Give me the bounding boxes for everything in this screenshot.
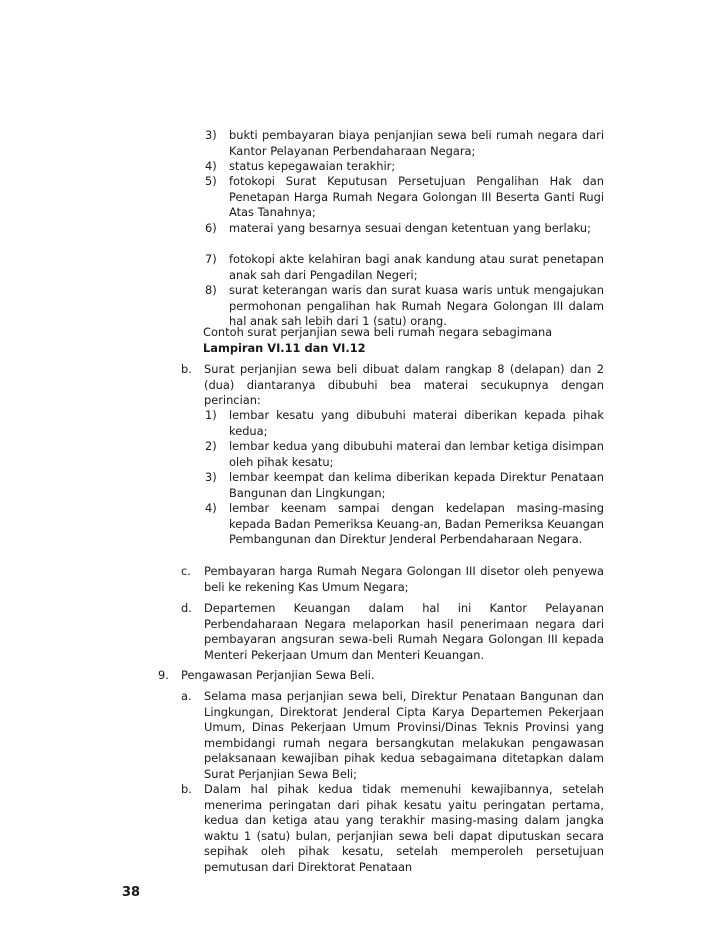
section-heading [158, 668, 604, 684]
item-number: 2) [205, 439, 217, 453]
item-text: lembar keempat dan kelima diberikan kepada Direktur Penataan Bangunan dan Lingkungan; [229, 470, 604, 500]
list-item [205, 470, 604, 501]
item-text: Departemen Keuangan dalam hal ini Kantor Pelayanan Perbendaharaan Negara melaporkan hasil penerimaan negara dari pembayaran angsuran sewa-beli Rumah Negara Golongan III kepada Menteri Pekerjaan Umum dan Menteri Keuangan. [204, 601, 604, 662]
item-text: surat keterangan waris dan surat kuasa waris untuk mengajukan permohonan pengalihan hak Rumah Negara Golongan III dalam hal anak sah lebih dari 1 (satu) orang. [229, 283, 604, 329]
item-number: 4) [205, 501, 217, 515]
list-item [205, 128, 604, 159]
item-text: lembar kedua yang dibubuhi materai dan lembar ketiga disimpan oleh pihak kesatu; [229, 439, 604, 469]
item-number: 7) [205, 252, 217, 266]
list-item [181, 362, 604, 409]
list-item [205, 283, 604, 330]
list-item [205, 501, 604, 548]
item-letter: a. [181, 689, 192, 703]
example-note: Contoh surat perjanjian sewa beli rumah negara sebagimana [203, 325, 553, 339]
item-text: Surat perjanjian sewa beli dibuat dalam rangkap 8 (delapan) dan 2 (dua) diantaranya dibubuhi bea materai secukupnya dengan perincian: [204, 362, 604, 408]
page-number: 38 [122, 885, 141, 900]
list-item [181, 564, 604, 595]
item-text: lembar kesatu yang dibubuhi materai diberikan kepada pihak kedua; [229, 408, 604, 438]
item-number: 4) [205, 159, 217, 173]
item-number: 3) [205, 470, 217, 484]
section-number: 9. [158, 668, 169, 682]
item-letter: d. [181, 601, 192, 615]
list-item [205, 252, 604, 283]
item-letter: b. [181, 782, 192, 796]
item-number: 6) [205, 221, 217, 235]
list-item [181, 601, 604, 663]
item-text: bukti pembayaran biaya penjanjian sewa beli rumah negara dari Kantor Pelayanan Perbendaharaan Negara; [229, 128, 604, 158]
item-number: 3) [205, 128, 217, 142]
item-text: Selama masa perjanjian sewa beli, Direktur Penataan Bangunan dan Lingkungan, Direktorat Jenderal Cipta Karya Departemen Pekerjaan Umum, Dinas Pekerjaan Umum Provinsi/Dinas Teknis Provinsi yang membidangi rumah negara bersangkutan melakukan pengawasan pelaksanaan kewajiban pihak kedua sebagaimana ditetapkan dalam Surat Perjanjian Sewa Beli; [204, 689, 604, 781]
list-item [205, 221, 604, 237]
item-text: fotokopi Surat Keputusan Persetujuan Pengalihan Hak dan Penetapan Harga Rumah Negara Golongan III Beserta Ganti Rugi Atas Tanahnya; [229, 174, 604, 220]
item-text: fotokopi akte kelahiran bagi anak kandung atau surat penetapan anak sah dari Pengadilan Negeri; [229, 252, 604, 282]
item-number: 8) [205, 283, 217, 297]
list-item [205, 439, 604, 470]
item-text: lembar keenam sampai dengan kedelapan masing-masing kepada Badan Pemeriksa Keuang-an, Badan Pemeriksa Keuangan Pembangunan dan Direktur Jenderal Perbendaharaan Negara. [229, 501, 604, 547]
list-item [205, 174, 604, 221]
item-text: Dalam hal pihak kedua tidak memenuhi kewajibannya, setelah menerima peringatan dari pihak kesatu yaitu peringatan pertama, kedua dan ketiga atau yang terakhir masing-masing dalam jangka waktu 1 (satu) bulan, perjanjian sewa beli dapat diputuskan secara sepihak oleh pihak kesatu, setelah memperoleh persetujuan pemutusan dari Direktorat Penataan [204, 782, 604, 874]
section-title: Pengawasan Perjanjian Sewa Beli. [181, 668, 375, 682]
item-letter: b. [181, 362, 192, 376]
item-number: 5) [205, 174, 217, 188]
list-item [181, 782, 604, 876]
list-item [205, 159, 604, 175]
appendix-reference: Lampiran VI.11 dan VI.12 [203, 341, 366, 355]
list-item [205, 408, 604, 439]
item-number: 1) [205, 408, 217, 422]
list-item [181, 689, 604, 783]
item-text: status kepegawaian terakhir; [229, 159, 396, 173]
item-text: Pembayaran harga Rumah Negara Golongan III disetor oleh penyewa beli ke rekening Kas Umum Negara; [204, 564, 604, 594]
item-letter: c. [181, 564, 191, 578]
item-text: materai yang besarnya sesuai dengan ketentuan yang berlaku; [229, 221, 591, 235]
